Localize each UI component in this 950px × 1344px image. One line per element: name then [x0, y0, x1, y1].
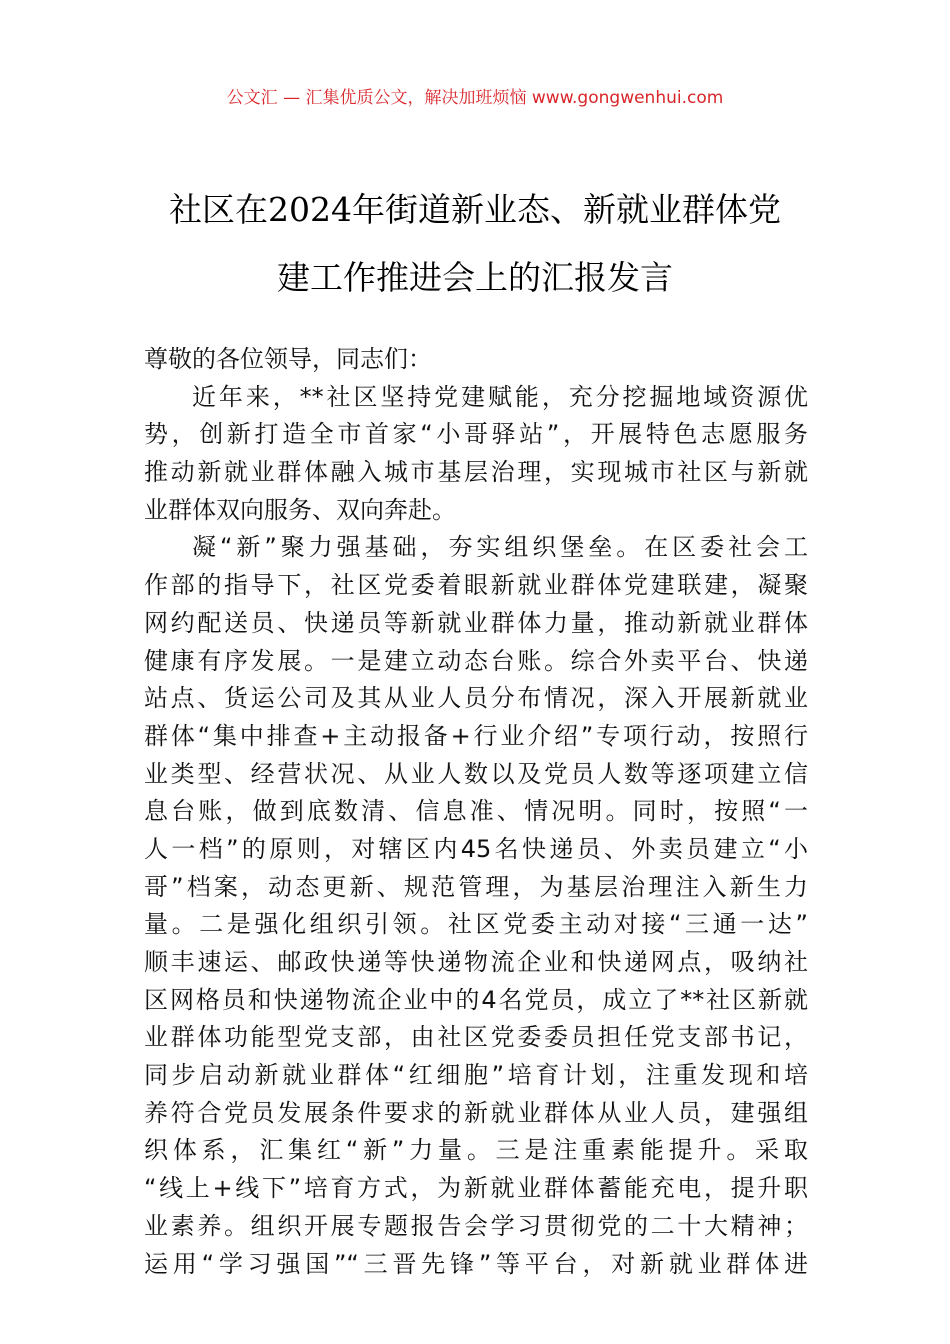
body-line: “线上+线下”培育方式，为新就业群体蓄能充电，提升职 — [144, 1174, 808, 1203]
salutation-line: 尊敬的各位领导，同志们： — [144, 345, 432, 373]
body-line: 运用“学习强国”“三晋先锋”等平台，对新就业群体进 — [144, 1249, 808, 1278]
title-line-1: 社区在2024年街道新业态、新就业群体党 — [169, 190, 781, 229]
body-line: 养符合党员发展条件要求的新就业群体从业人员，建强组 — [144, 1098, 808, 1127]
title-line-2: 建工作推进会上的汇报发言 — [277, 258, 673, 297]
body-line: 业群体功能型党支部，由社区党委委员担任党支部书记， — [144, 1023, 808, 1052]
body-line: 健康有序发展。一是建立动态台账。综合外卖平台、快递 — [144, 646, 808, 675]
body-line: 量。二是强化组织引领。社区党委主动对接“三通一达” — [144, 910, 808, 939]
body-line: 人一档”的原则，对辖区内45名快递员、外卖员建立“小 — [144, 834, 808, 863]
body-line: 群体“集中排查+主动报备+行业介绍”专项行动，按照行 — [144, 721, 808, 750]
body-line: 站点、货运公司及其从业人员分布情况，深入开展新就业 — [144, 684, 808, 713]
body-line: 哥”档案，动态更新、规范管理，为基层治理注入新生力 — [144, 872, 808, 901]
body-line: 业群体双向服务、双向奔赴。 — [144, 495, 456, 524]
header-banner[interactable]: 公文汇 — 汇集优质公文，解决加班烦恼 www.gongwenhui.com — [226, 88, 724, 108]
body-line: 息台账，做到底数清、信息准、情况明。同时，按照“一 — [144, 797, 808, 826]
body-line: 业素养。组织开展专题报告会学习贯彻党的二十大精神； — [144, 1211, 808, 1240]
body-line: 同步启动新就业群体“红细胞”培育计划，注重发现和培 — [144, 1061, 808, 1090]
body-line: 作部的指导下，社区党委着眼新就业群体党建联建，凝聚 — [144, 571, 808, 600]
body-line: 网约配送员、快递员等新就业群体力量，推动新就业群体 — [144, 608, 808, 637]
body-line: 织体系，汇集红“新”力量。三是注重素能提升。采取 — [144, 1136, 808, 1165]
body-line: 区网格员和快递物流企业中的4名党员，成立了**社区新就 — [144, 985, 808, 1014]
body-line: 顺丰速运、邮政快递等快递物流企业和快递网点，吸纳社 — [144, 948, 808, 976]
body-line: 推动新就业群体融入城市基层治理，实现城市社区与新就 — [144, 458, 808, 487]
document-title — [120, 176, 830, 312]
body-line: 业类型、经营状况、从业人数以及党员人数等逐项建立信 — [144, 759, 808, 788]
document-body — [144, 341, 808, 1283]
body-line: 势，创新打造全市首家“小哥驿站”，开展特色志愿服务 — [144, 420, 808, 449]
body-line: 凝“新”聚力强基础，夯实组织堡垒。在区委社会工 — [192, 533, 808, 562]
body-line: 近年来，**社区坚持党建赋能，充分挖掘地域资源优 — [192, 382, 808, 411]
